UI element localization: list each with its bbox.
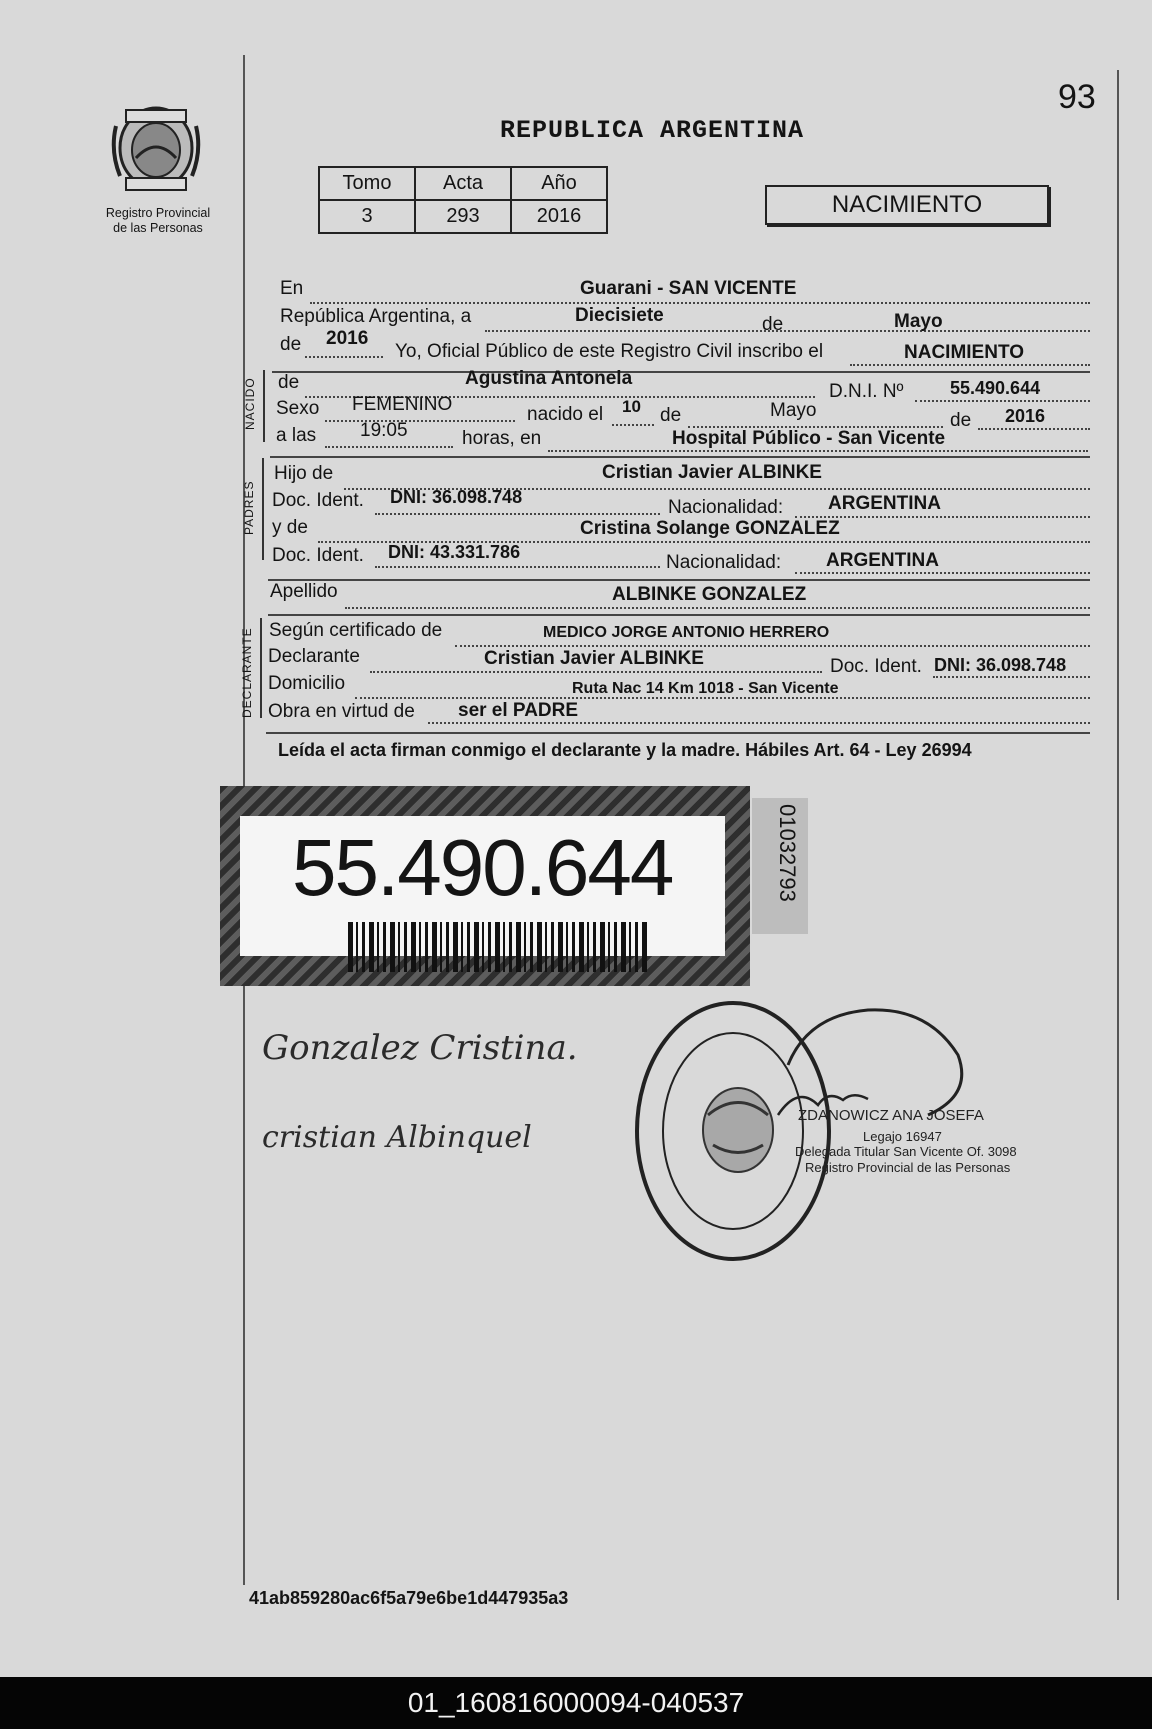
padres-side-label: PADRES bbox=[242, 480, 256, 535]
place-value: Guarani - SAN VICENTE bbox=[580, 278, 797, 299]
sexo-value: FEMENINO bbox=[352, 394, 453, 415]
de-label: de bbox=[280, 334, 302, 355]
document-title: REPUBLICA ARGENTINA bbox=[500, 116, 805, 145]
section-divider bbox=[268, 579, 1090, 581]
sticker-dni-number: 55.490.644 bbox=[292, 823, 673, 912]
doc-label: Doc. Ident. bbox=[272, 490, 364, 511]
sticker-serial: 01032793 bbox=[775, 804, 800, 902]
dotted-line bbox=[455, 645, 1090, 647]
dotted-line bbox=[485, 330, 1090, 332]
acta-header: Acta bbox=[415, 167, 511, 200]
hospital-value: Hospital Público - San Vicente bbox=[672, 428, 946, 449]
acta-value: 293 bbox=[415, 200, 511, 233]
org-line-2: de las Personas bbox=[113, 221, 203, 235]
province-seal-icon bbox=[106, 96, 206, 196]
issuing-organization bbox=[88, 206, 228, 236]
section-bracket bbox=[263, 370, 265, 442]
year-value: 2016 bbox=[326, 328, 369, 349]
act-type-value: NACIMIENTO bbox=[904, 342, 1024, 363]
apellido-value: ALBINKE GONZALEZ bbox=[612, 584, 807, 605]
section-divider bbox=[266, 732, 1090, 734]
birth-year-value: 2016 bbox=[1005, 406, 1046, 426]
dotted-line bbox=[428, 722, 1090, 724]
declarante-side-label: DECLARANTE bbox=[240, 627, 254, 718]
section-bracket bbox=[260, 618, 262, 718]
closing-statement: Leída el acta firman conmigo el declarante y la madre. Hábiles Art. 64 - Ley 26994 bbox=[278, 740, 972, 760]
org-line-1: Registro Provincial bbox=[105, 206, 211, 220]
oficial-text: Yo, Oficial Público de este Registro Civil inscribo el bbox=[395, 341, 824, 362]
dotted-line bbox=[850, 364, 1090, 366]
father-nat-value: ARGENTINA bbox=[828, 493, 941, 514]
nacido-side-label: NACIDO bbox=[243, 377, 257, 430]
document-hash: 41ab859280ac6f5a79e6be1d447935a3 bbox=[249, 1588, 569, 1608]
father-name-value: Cristian Javier ALBINKE bbox=[602, 462, 822, 483]
de-label: de bbox=[660, 405, 682, 426]
de-label: de bbox=[762, 314, 784, 335]
serial-strip bbox=[752, 798, 808, 934]
mother-doc-value: DNI: 43.331.786 bbox=[388, 542, 521, 562]
dotted-line bbox=[548, 450, 1088, 452]
barcode-icon bbox=[348, 922, 648, 972]
obra-value: ser el PADRE bbox=[458, 700, 579, 721]
doc-label: Doc. Ident. bbox=[272, 545, 364, 566]
dotted-line bbox=[915, 400, 1090, 402]
birth-month-value: Mayo bbox=[770, 400, 817, 421]
dotted-line bbox=[325, 420, 515, 422]
mother-nat-value: ARGENTINA bbox=[826, 550, 939, 571]
yde-label: y de bbox=[272, 517, 308, 538]
horas-label: horas, en bbox=[462, 428, 542, 449]
de-label: de bbox=[950, 410, 972, 431]
official-stamp-icon bbox=[628, 995, 998, 1265]
stamp-legajo: Legajo 16947 bbox=[863, 1129, 942, 1144]
ano-header: Año bbox=[511, 167, 607, 200]
child-name-value: Agustina Antonela bbox=[465, 368, 633, 389]
stamp-org: Registro Provincial de las Personas bbox=[805, 1160, 1011, 1175]
birth-day-value: 10 bbox=[622, 397, 641, 416]
time-value: 19:05 bbox=[360, 420, 408, 441]
page-number: 93 bbox=[1058, 78, 1096, 116]
dotted-line bbox=[305, 356, 383, 358]
a-las-label: a las bbox=[276, 425, 317, 446]
obra-label: Obra en virtud de bbox=[268, 701, 415, 722]
domicilio-value: Ruta Nac 14 Km 1018 - San Vicente bbox=[572, 680, 839, 697]
sticker-label bbox=[240, 816, 725, 956]
en-label: En bbox=[280, 278, 304, 299]
apellido-label: Apellido bbox=[270, 581, 338, 602]
dotted-line bbox=[612, 424, 654, 426]
dotted-line bbox=[370, 671, 822, 673]
section-divider bbox=[270, 456, 1090, 458]
footer-id-bar: 01_160816000094-040537 bbox=[0, 1677, 1152, 1729]
dni-sticker bbox=[220, 786, 750, 986]
section-divider bbox=[272, 371, 1090, 373]
nacionalidad-label: Nacionalidad: bbox=[668, 497, 784, 518]
de-label: de bbox=[278, 372, 300, 393]
father-doc-value: DNI: 36.098.748 bbox=[390, 487, 523, 507]
dotted-line bbox=[933, 676, 1090, 678]
tomo-header: Tomo bbox=[319, 167, 415, 200]
sexo-label: Sexo bbox=[276, 398, 320, 419]
tomo-value: 3 bbox=[319, 200, 415, 233]
republica-label: República Argentina, a bbox=[280, 306, 472, 327]
stamp-officer: ZDANOWICZ ANA JOSEFA bbox=[798, 1107, 984, 1124]
mother-signature: Gonzalez Cristina. bbox=[262, 1028, 578, 1068]
dotted-line bbox=[375, 513, 660, 515]
cert-label: Según certificado de bbox=[269, 620, 443, 641]
month-value: Mayo bbox=[894, 311, 943, 332]
domicilio-label: Domicilio bbox=[268, 673, 346, 694]
dotted-line bbox=[345, 607, 1090, 609]
reference-table bbox=[318, 166, 608, 234]
dotted-line bbox=[375, 566, 660, 568]
decl-doc-label: Doc. Ident. bbox=[830, 656, 922, 677]
declarante-value: Cristian Javier ALBINKE bbox=[484, 648, 704, 669]
nacido-label: nacido el bbox=[527, 404, 604, 425]
section-bracket bbox=[262, 458, 264, 560]
declarante-label: Declarante bbox=[268, 646, 360, 667]
dotted-line bbox=[795, 572, 1090, 574]
day-word-value: Diecisiete bbox=[575, 305, 664, 326]
document-type-box: NACIMIENTO bbox=[765, 185, 1049, 225]
mother-name-value: Cristina Solange GONZALEZ bbox=[580, 518, 840, 539]
section-divider bbox=[268, 614, 1090, 616]
dni-value: 55.490.644 bbox=[950, 378, 1041, 398]
right-border-line bbox=[1117, 70, 1119, 1600]
dotted-line bbox=[325, 446, 453, 448]
dotted-line bbox=[310, 302, 1090, 304]
ano-value: 2016 bbox=[511, 200, 607, 233]
hijo-label: Hijo de bbox=[274, 463, 334, 484]
nacionalidad-label: Nacionalidad: bbox=[666, 552, 782, 573]
decl-doc-value: DNI: 36.098.748 bbox=[934, 655, 1067, 675]
dni-label: D.N.I. Nº bbox=[829, 381, 904, 402]
stamp-cargo: Delegada Titular San Vicente Of. 3098 bbox=[795, 1144, 1017, 1159]
father-signature: cristian Albinquel bbox=[262, 1120, 532, 1155]
cert-value: MEDICO JORGE ANTONIO HERRERO bbox=[543, 624, 830, 641]
dotted-line bbox=[978, 428, 1090, 430]
